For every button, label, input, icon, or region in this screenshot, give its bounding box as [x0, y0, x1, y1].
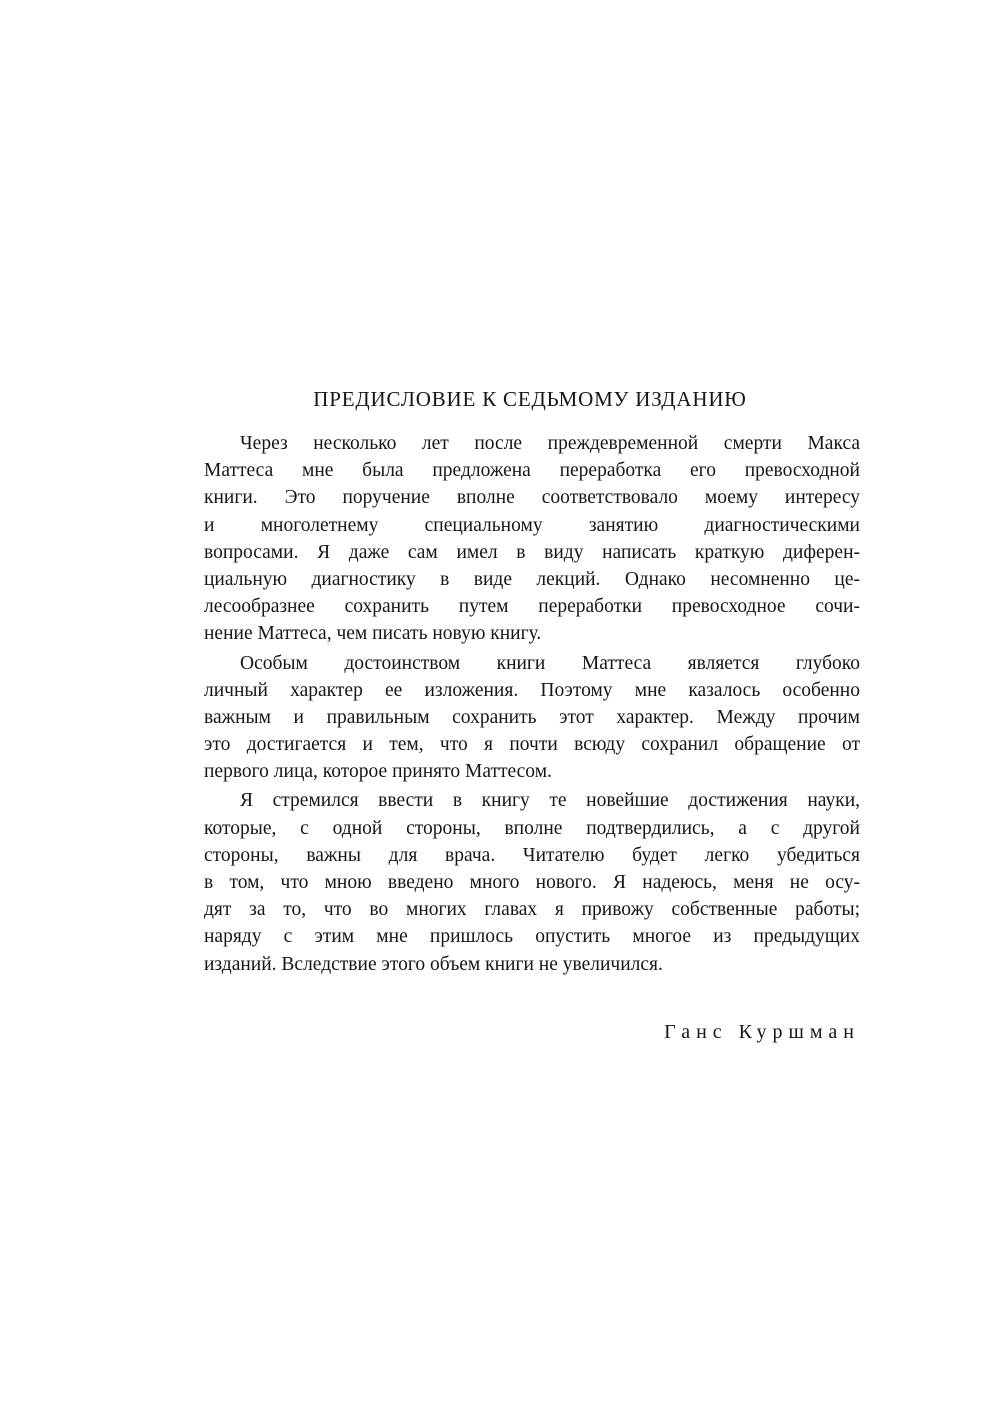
paragraph-2: [204, 650, 860, 786]
text-line: стороны, важны для врача. Читателю будет легко убедиться: [204, 844, 860, 866]
text-line: вопросами. Я даже сам имел в виду написать краткую диферен-: [204, 541, 860, 563]
text-line: дят за то, что во многих главах я привожу собственные работы;: [204, 899, 860, 921]
preface-body: [204, 430, 860, 980]
text-line: в том, что мною введено много нового. Я надеюсь, меня не осу-: [204, 872, 860, 893]
text-line: Особым достоинством книги Маттеса является глубоко: [240, 652, 860, 674]
text-line: книги. Это поручение вполне соответствовало моему интересу: [204, 487, 860, 509]
paragraph-3: [204, 787, 860, 977]
text-line: которые, с одной стороны, вполне подтвердились, а с другой: [204, 817, 860, 839]
page-title: ПРЕДИСЛОВИЕ К СЕДЬМОМУ ИЗДАНИЮ: [313, 387, 747, 411]
text-line: изданий. Вследствие этого объем книги не увеличился.: [204, 953, 663, 975]
text-line: циальную диагностику в виде лекций. Однако несомненно це-: [204, 568, 860, 590]
text-line: лесообразнее сохранить путем переработки превосходное сочи-: [204, 596, 860, 618]
text-line: нение Маттеса, чем писать новую книгу.: [204, 623, 542, 645]
text-line: и многолетнему специальному занятию диагностическими: [204, 514, 860, 536]
paragraph-1: [204, 430, 860, 648]
text-line: Я стремился ввести в книгу те новейшие достижения науки,: [240, 790, 860, 812]
text-line: наряду с этим мне пришлось опустить многое из предыдущих: [204, 926, 860, 948]
text-line: первого лица, которое принято Маттесом.: [204, 761, 552, 783]
text-line: личный характер ее изложения. Поэтому мне казалось особенно: [204, 679, 860, 701]
text-line: Через несколько лет после преждевременной смерти Макса: [240, 433, 860, 454]
text-line: это достигается и тем, что я почти всюду сохранил обращение от: [204, 734, 860, 756]
author-signature: Ганс Куршман: [664, 1021, 860, 1043]
text-line: важным и правильным сохранить этот характер. Между прочим: [204, 706, 860, 728]
text-line: Маттеса мне была предложена переработка его превосходной: [204, 460, 860, 482]
